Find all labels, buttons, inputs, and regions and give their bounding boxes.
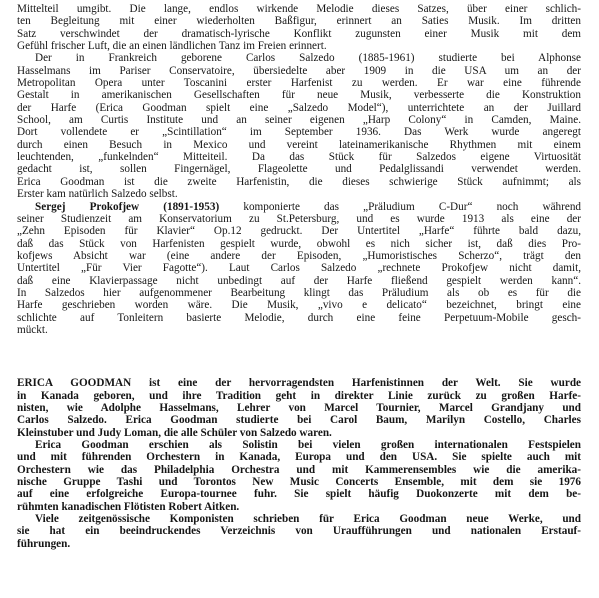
text-line: führungen. xyxy=(17,537,71,550)
text-line: Carlos Salzedo. Erica Goodman studierte bei Carol Baum, Marilyn Costello, Charles xyxy=(17,414,581,427)
text-line: Metropolitan Opera unter Toscanini erster Harfenist zu werden. Er war eine führende xyxy=(17,77,581,90)
text-line: gedacht ist, sollen Fingernägel, Flageolette und Pedalglissandi verwendet werden. xyxy=(17,163,581,176)
biography-section xyxy=(17,377,581,550)
text-line: ten Begleitung mit einer wiederholten Baßfigur, erinnert an Saties Musik. Im dritten xyxy=(17,15,581,28)
artist-name: ERICA GOODMAN xyxy=(17,377,132,390)
text-line: der Harfe (Erica Goodman spielt eine „Salzedo Model“), unterrichtete an der Juillard xyxy=(17,101,581,114)
text-line: Erica Goodman ist die zweite Harfenistin, die dieses schwierige Stück aufnimmt; als xyxy=(17,175,581,188)
text-line: Der in Frankreich geborene Carlos Salzedo (1885-1961) studierte bei Alphonse xyxy=(35,52,581,65)
text-line: sie hat ein beeindruckendes Verzeichnis von Uraufführungen und nationalen Erstauf- xyxy=(17,525,581,538)
program-notes-section xyxy=(17,3,581,336)
text-fragment: komponierte das „Präludium C-Dur“ noch während xyxy=(243,200,582,213)
text-line: Dort vollendete er „Scintillation“ im September 1936. Das Werk wurde angeregt xyxy=(17,126,581,139)
text-line: kofjews Absicht war (eine andere der Episoden, „Humoristisches Scherzo“, trägt den xyxy=(17,249,581,262)
text-line: nisten, wie Adolphe Hasselmans, Lehrer von Marcel Tournier, Marcel Grandjany und xyxy=(17,401,581,414)
text-line: Gefühl frischer Luft, die an einen ländlichen Tanz im Freien erinnert. xyxy=(17,40,327,53)
text-fragment: ist eine der hervorragendsten Harfenistinnen der Welt. Sie wurde xyxy=(149,377,582,390)
text-line: In Salzedos hier aufgenommener Bearbeitung klingt das Präludium als ob es für die xyxy=(17,286,581,299)
text-line: leuchtenden, „funkelnden“ Mitteiteil. Da das Stück für Salzedos eigene Virtuosität xyxy=(17,151,581,164)
text-line: „Zehn Episoden für Klavier“ Op.12 gedruckt. Der Untertitel „Harfe“ führte bald dazu, xyxy=(17,225,581,238)
text-line: auf eine erfolgreiche Europa-tournee fuhr. Sie spielt häufig Duokonzerte mit dem be- xyxy=(17,488,581,501)
text-line: Untertitel „Für Vier Fagotte“). Laut Carlos Salzedo „rechnete Prokofjew nicht damit, xyxy=(17,262,581,275)
text-line: schlichte auf Tonleitern basierte Melodie, durch eine feine Perpetuum-Mobile gesch- xyxy=(17,311,581,324)
text-line: Kleinstuber und Judy Loman, die alle Schüler von Salzedo waren. xyxy=(17,426,332,439)
text-line: daß eine Klavierpassage nicht unbedingt auf der Harfe fließend gespielt werden kann“. xyxy=(17,274,581,287)
text-line xyxy=(17,201,581,213)
text-line: Mittelteil umgibt. Die lange, endlos wirkende Melodie dieses Satzes, über einer schlich- xyxy=(17,3,581,15)
text-line: Harfe geschrieben worden wäre. Die Musik, „vivo e delicato“ bezeichnet, bringt eine xyxy=(17,299,581,312)
text-line: nische Gruppe Tashi und Torontos New Music Concerts Ensemble, mit dem sie 1976 xyxy=(17,476,581,489)
text-line: rühmten kanadischen Flötisten Robert Aitken. xyxy=(17,500,240,513)
text-line: Gestalt in amerikanischen Gesellschaften für neue Musik, verbesserte die Konstruktion xyxy=(17,89,581,102)
text-line: daß das Stück von Harfenisten gespielt wurde, obwohl es nich sicher ist, daß dies Pro- xyxy=(17,237,581,250)
text-line: durch einen Besuch in Mexico und vereint lateinamerikanische Rhythmen mit einem xyxy=(17,138,581,151)
text-line: Orchestern wie das Philadelphia Orchestra und mit Kammerensembles wie die amerika- xyxy=(17,463,581,476)
text-line: und mit führenden Orchestern in Kanada, Europa und den USA. Sie spielte auch mit xyxy=(17,451,581,464)
text-line: Hasselmans im Pariser Conservatoire, übersiedelte aber 1909 in die USA um an der xyxy=(17,64,581,77)
text-line: School, am Curtis Institute und an seiner eigenen „Harp Colony“ in Camden, Maine. xyxy=(17,114,581,127)
text-line: Erster kam natürlich Salzedo selbst. xyxy=(17,188,178,201)
text-line: Satz verschwindet der dramatisch-lyrische Konflikt zugunsten einer Musik mit dem xyxy=(17,27,581,40)
composer-name: Sergej Prokofjew (1891-1953) xyxy=(35,200,220,213)
text-line: in Kanada geboren, und ihre Tradition geht in direkter Linie zurück zu großen Harfe- xyxy=(17,389,581,402)
section-gap xyxy=(17,336,581,377)
text-line xyxy=(17,377,581,389)
text-line: mückt. xyxy=(17,323,48,336)
text-line: Erica Goodman erschien als Solistin bei vielen großen internationalen Festspielen xyxy=(35,439,581,451)
text-line: Viele zeitgenössische Komponisten schrieben für Erica Goodman neue Werke, und xyxy=(35,513,581,526)
text-line: seiner Studienzeit am Konservatorium zu St.Petersburg, und es wurde 1913 als eine der xyxy=(17,212,581,225)
